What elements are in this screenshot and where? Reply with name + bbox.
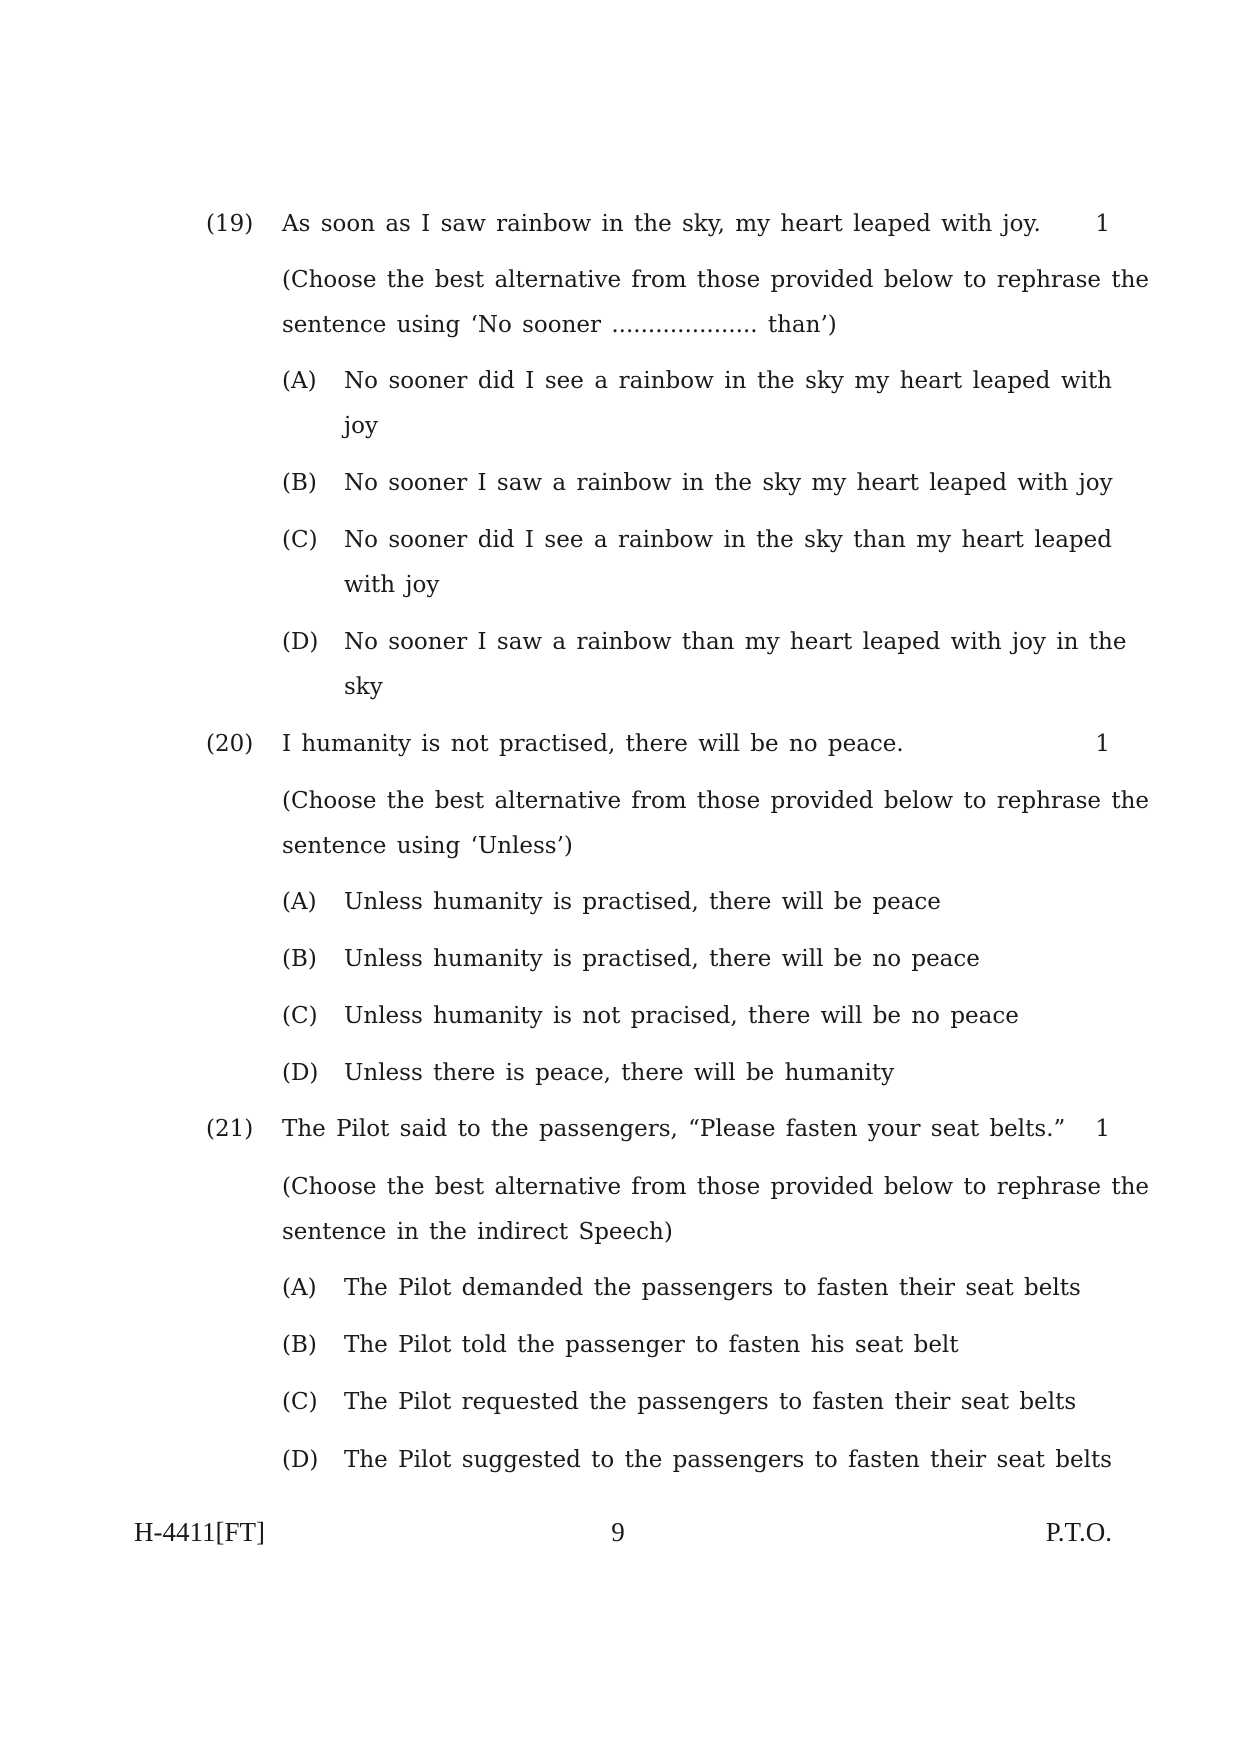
question-marks: 1 <box>1095 731 1110 757</box>
option-label: (B) <box>282 470 317 496</box>
option-label: (C) <box>282 1389 318 1415</box>
question-stem: The Pilot said to the passengers, “Please fasten your seat belts.” <box>282 1116 1066 1142</box>
question-instruction: sentence in the indirect Speech) <box>282 1219 673 1245</box>
option-text: Unless humanity is practised, there will be peace <box>344 889 941 915</box>
question-number: (19) <box>206 211 254 237</box>
question-number: (20) <box>206 731 254 757</box>
option-label: (C) <box>282 527 318 553</box>
question-instruction: sentence using ‘No sooner .................... than’) <box>282 312 837 338</box>
option-label: (C) <box>282 1003 318 1029</box>
option-text: The Pilot requested the passengers to fasten their seat belts <box>344 1389 1077 1415</box>
option-text: The Pilot told the passenger to fasten his seat belt <box>344 1332 959 1358</box>
pto-label: P.T.O. <box>1045 1517 1112 1547</box>
option-label: (D) <box>282 629 319 655</box>
option-label: (D) <box>282 1447 319 1473</box>
option-label: (D) <box>282 1060 319 1086</box>
option-text: No sooner I saw a rainbow than my heart leaped with joy in the <box>344 629 1127 655</box>
paper-code: H-4411[FT] <box>134 1517 265 1547</box>
option-text: No sooner did I see a rainbow in the sky my heart leaped with <box>344 368 1112 394</box>
question-instruction: (Choose the best alternative from those provided below to rephrase the <box>282 788 1149 814</box>
option-text: Unless humanity is practised, there will be no peace <box>344 946 980 972</box>
question-stem: As soon as I saw rainbow in the sky, my heart leaped with joy. <box>282 211 1041 237</box>
option-text: Unless humanity is not pracised, there will be no peace <box>344 1003 1019 1029</box>
option-label: (B) <box>282 1332 317 1358</box>
option-text: Unless there is peace, there will be humanity <box>344 1060 895 1086</box>
option-label: (A) <box>282 889 317 915</box>
option-label: (A) <box>282 1275 317 1301</box>
option-label: (A) <box>282 368 317 394</box>
option-text: The Pilot suggested to the passengers to fasten their seat belts <box>344 1447 1112 1473</box>
option-text: No sooner did I see a rainbow in the sky than my heart leaped <box>344 527 1112 553</box>
option-text: joy <box>344 413 378 439</box>
question-instruction: sentence using ‘Unless’) <box>282 833 573 859</box>
question-number: (21) <box>206 1116 254 1142</box>
option-text: with joy <box>344 572 440 598</box>
option-text: sky <box>344 674 383 700</box>
option-label: (B) <box>282 946 317 972</box>
question-stem: I humanity is not practised, there will be no peace. <box>282 731 904 757</box>
question-marks: 1 <box>1095 211 1110 237</box>
question-instruction: (Choose the best alternative from those provided below to rephrase the <box>282 1174 1149 1200</box>
option-text: No sooner I saw a rainbow in the sky my heart leaped with joy <box>344 470 1113 496</box>
question-marks: 1 <box>1095 1116 1110 1142</box>
question-instruction: (Choose the best alternative from those provided below to rephrase the <box>282 267 1149 293</box>
option-text: The Pilot demanded the passengers to fasten their seat belts <box>344 1275 1081 1301</box>
page-number: 9 <box>611 1517 625 1547</box>
